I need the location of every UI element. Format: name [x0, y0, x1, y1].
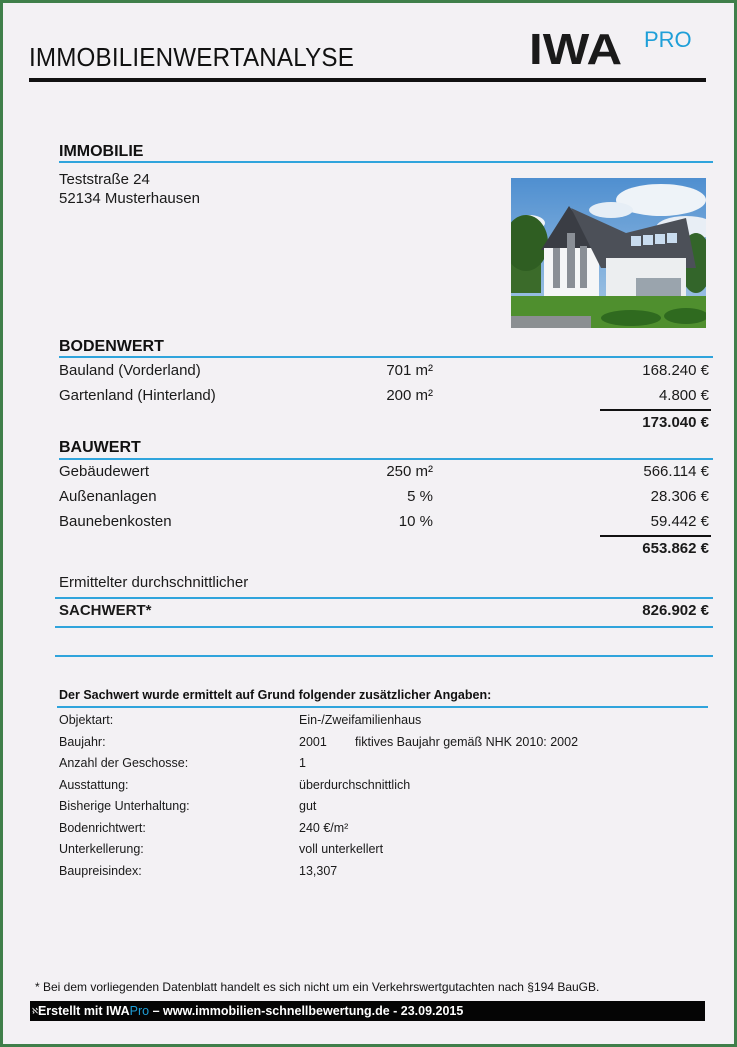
footer-bar — [30, 1001, 705, 1021]
section-heading-bauwert: BAUWERT — [59, 439, 141, 456]
row-value: 168.240 € — [642, 362, 709, 379]
sachwert-row — [59, 602, 709, 622]
address-city: 52134 Musterhausen — [59, 190, 200, 207]
row-label: Gebäudewert — [59, 463, 150, 480]
bodenwert-row — [59, 362, 709, 382]
row-quantity: 200 m² — [386, 387, 433, 404]
detail-key: Anzahl der Geschosse: — [59, 756, 189, 770]
page-title: IMMOBILIENWERTANALYSE — [29, 42, 355, 72]
header-divider — [29, 78, 706, 82]
address-street: Teststraße 24 — [59, 171, 150, 188]
section-divider — [59, 161, 713, 163]
row-value: 566.114 € — [643, 463, 709, 480]
logo-suffix: PRO — [644, 27, 692, 52]
subtotal-rule — [600, 409, 711, 411]
section-divider — [59, 458, 713, 460]
footer-glyph-icon: ℵ — [32, 1006, 38, 1016]
row-label: Außenanlagen — [59, 488, 157, 505]
section-divider — [55, 655, 713, 657]
house-photo — [511, 178, 706, 328]
row-label: Baunebenkosten — [59, 513, 172, 530]
row-value: 28.306 € — [650, 488, 709, 505]
detail-key: Unterkellerung: — [59, 842, 144, 856]
section-heading-bodenwert: BODENWERT — [59, 338, 164, 355]
details-heading: Der Sachwert wurde ermittelt auf Grund folgender zusätzlicher Angaben: — [59, 688, 492, 702]
detail-key: Baupreisindex: — [59, 864, 142, 878]
sachwert-value: 826.902 € — [642, 602, 709, 619]
bauwert-total: 653.862 € — [642, 540, 709, 557]
detail-key: Bisherige Unterhaltung: — [59, 799, 190, 813]
row-quantity: 5 % — [407, 488, 433, 505]
row-label: Bauland (Vorderland) — [59, 362, 201, 379]
sachwert-pre-label-row — [59, 574, 709, 594]
detail-key: Objektart: — [59, 713, 114, 727]
detail-value: 1 — [299, 756, 306, 770]
logo-main: IWA — [529, 25, 623, 74]
row-quantity: 701 m² — [386, 362, 433, 379]
bauwert-row — [59, 513, 709, 533]
bauwert-row — [59, 488, 709, 508]
footer-brand-suffix: Pro — [129, 1004, 150, 1018]
bauwert-total-row — [59, 540, 709, 560]
detail-value: 240 €/m² — [299, 821, 349, 835]
footnote: * Bei dem vorliegenden Datenblatt handelt es sich nicht um ein Verkehrswertgutachten nach §194 BauGB. — [35, 980, 600, 994]
row-value: 4.800 € — [658, 387, 709, 404]
detail-key: Ausstattung: — [59, 778, 129, 792]
house-illustration — [511, 178, 706, 328]
row-quantity: 10 % — [398, 513, 433, 530]
detail-value: 2001 — [299, 735, 327, 749]
detail-value: 13,307 — [299, 864, 338, 878]
bodenwert-row — [59, 387, 709, 407]
sachwert-pre-label: Ermittelter durchschnittlicher — [59, 574, 249, 591]
section-heading-immobilie: IMMOBILIE — [59, 143, 144, 160]
sachwert-divider-bottom — [55, 626, 713, 628]
subtotal-rule — [600, 535, 711, 537]
detail-value: Ein-/Zweifamilienhaus — [299, 713, 422, 727]
bauwert-row — [59, 463, 709, 483]
footer-prefix: Erstellt mit IWA — [37, 1004, 130, 1018]
detail-extra: fiktives Baujahr gemäß NHK 2010: 2002 — [355, 735, 579, 749]
sachwert-label: SACHWERT* — [59, 602, 152, 619]
section-divider — [59, 356, 713, 358]
detail-value: voll unterkellert — [299, 842, 384, 856]
detail-value: überdurchschnittlich — [299, 778, 411, 792]
sachwert-divider-top — [55, 597, 713, 599]
row-value: 59.442 € — [650, 513, 709, 530]
bodenwert-total-row — [59, 414, 709, 434]
row-label: Gartenland (Hinterland) — [59, 387, 216, 404]
bodenwert-total: 173.040 € — [642, 414, 709, 431]
detail-key: Bodenrichtwert: — [59, 821, 146, 835]
footer-link-date[interactable]: – www.immobilien-schnellbewertung.de - 23.09.2015 — [149, 1004, 464, 1018]
details-divider — [57, 706, 708, 708]
row-quantity: 250 m² — [386, 463, 433, 480]
document-page — [3, 3, 734, 1044]
detail-value: gut — [299, 799, 317, 813]
detail-key: Baujahr: — [59, 735, 106, 749]
